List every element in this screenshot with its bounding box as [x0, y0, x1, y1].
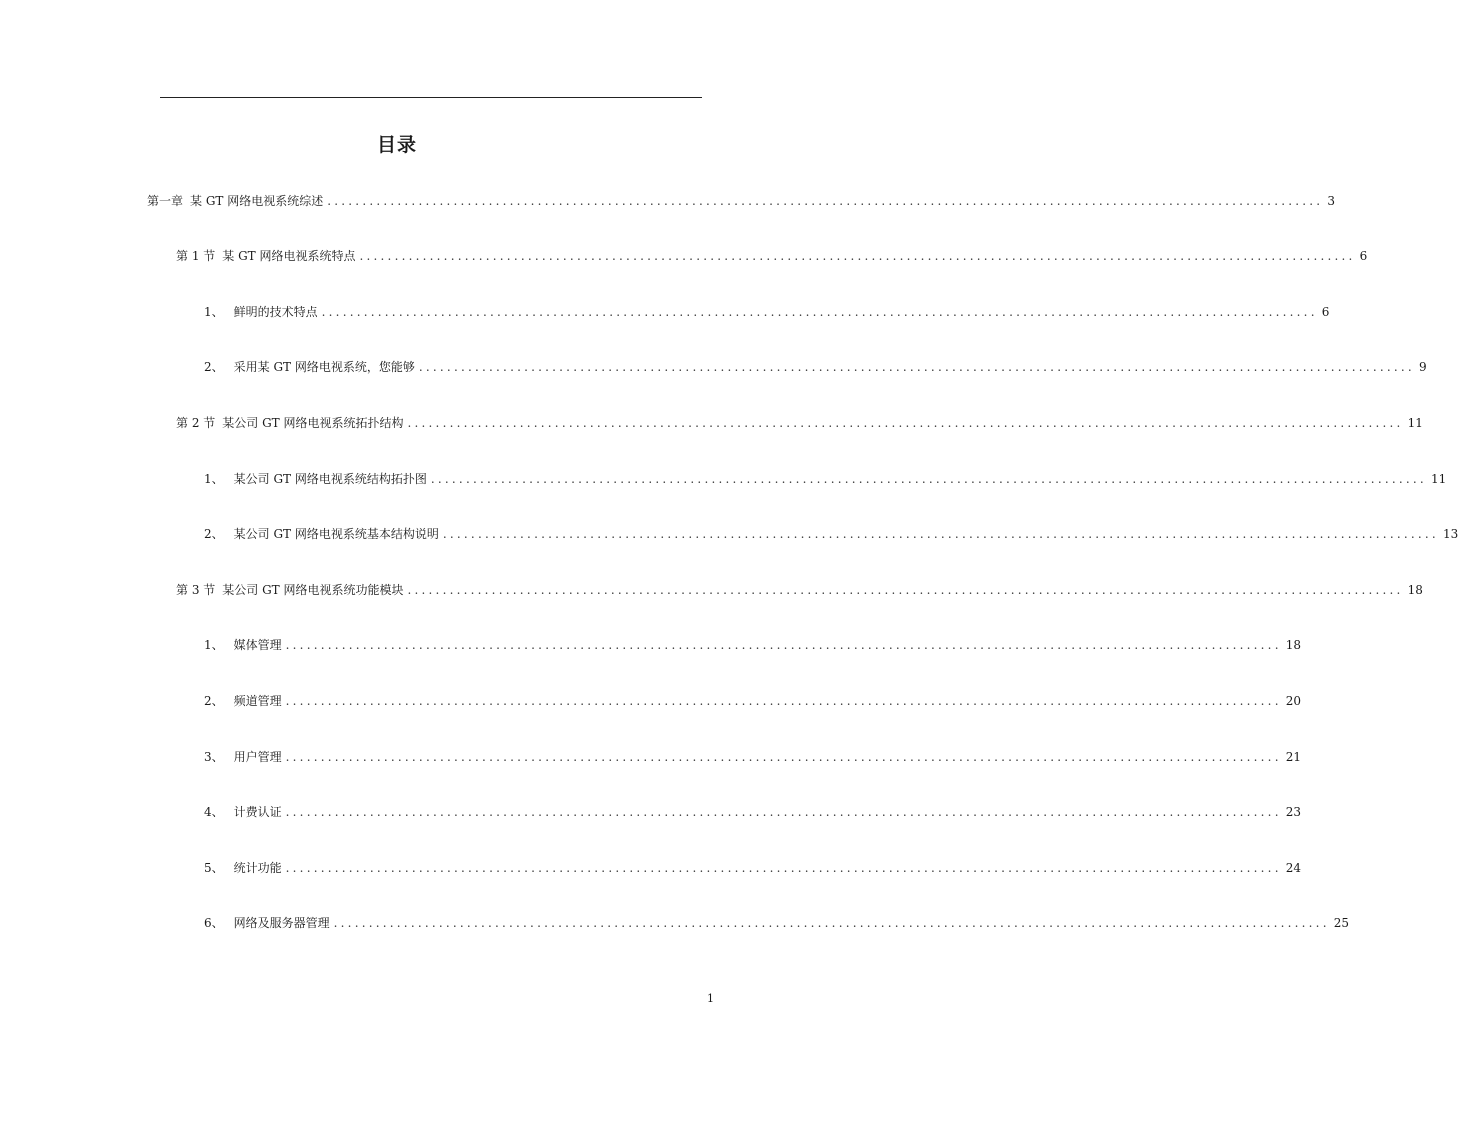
toc-entry-item-3-1[interactable] — [204, 637, 1301, 653]
toc-entry-label: 某公司 GT 网络电视系统功能模块 — [222, 583, 404, 597]
toc-entry-page: 24 — [1285, 861, 1301, 875]
toc-entry-number: 1、 — [204, 638, 224, 652]
toc-entry-page: 6 — [1321, 305, 1330, 319]
toc-entry-item-3-4[interactable] — [204, 804, 1301, 820]
toc-entry-label: 某公司 GT 网络电视系统基本结构说明 — [233, 527, 439, 541]
toc-entry-section-3[interactable] — [176, 582, 1423, 598]
toc-entry-item-1-2[interactable] — [204, 359, 1427, 375]
toc-dot-leader: .............................................................................................................................................. — [285, 805, 1282, 819]
toc-entry-page: 18 — [1407, 583, 1423, 597]
toc-dot-leader: .............................................................................................................................................. — [442, 527, 1439, 541]
toc-entry-number: 1、 — [204, 472, 224, 486]
toc-entry-number: 2、 — [204, 527, 224, 541]
page-number: 1 — [707, 992, 714, 1005]
toc-dot-leader: .............................................................................................................................................. — [407, 583, 1404, 597]
toc-entry-number: 1、 — [204, 305, 224, 319]
toc-entry-page: 6 — [1359, 249, 1368, 263]
toc-entry-item-2-1[interactable] — [204, 471, 1447, 487]
toc-entry-label: 统计功能 — [233, 861, 282, 875]
toc-entry-label: 某 GT 网络电视系统特点 — [222, 249, 356, 263]
toc-entry-label: 某公司 GT 网络电视系统结构拓扑图 — [233, 472, 427, 486]
toc-dot-leader: .............................................................................................................................................. — [333, 916, 1330, 930]
toc-dot-leader: .............................................................................................................................................. — [418, 360, 1415, 374]
toc-entry-item-2-2[interactable] — [204, 526, 1458, 542]
toc-dot-leader: .............................................................................................................................................. — [321, 305, 1318, 319]
toc-dot-leader: .............................................................................................................................................. — [407, 416, 1404, 430]
toc-entry-item-1-1[interactable] — [204, 304, 1330, 320]
toc-entry-label: 采用某 GT 网络电视系统，您能够 — [233, 360, 415, 374]
toc-dot-leader: .............................................................................................................................................. — [285, 750, 1282, 764]
toc-entry-page: 13 — [1442, 527, 1458, 541]
toc-entry-page: 21 — [1285, 750, 1301, 764]
toc-entry-number: 第 3 节 — [176, 583, 216, 597]
toc-entry-number: 2、 — [204, 694, 224, 708]
toc-entry-number: 第 2 节 — [176, 416, 216, 430]
toc-entry-page: 11 — [1407, 416, 1423, 430]
toc-entry-chapter-1[interactable] — [147, 193, 1335, 209]
toc-entry-number: 6、 — [204, 916, 224, 930]
toc-entry-section-1[interactable] — [176, 248, 1368, 264]
toc-entry-item-3-5[interactable] — [204, 860, 1301, 876]
toc-entry-label: 某公司 GT 网络电视系统拓扑结构 — [222, 416, 404, 430]
toc-entry-page: 3 — [1327, 194, 1335, 208]
toc-entry-item-3-6[interactable] — [204, 915, 1349, 931]
toc-entry-page: 18 — [1285, 638, 1301, 652]
toc-dot-leader: .............................................................................................................................................. — [430, 472, 1427, 486]
toc-entry-page: 25 — [1333, 916, 1349, 930]
toc-dot-leader: .............................................................................................................................................. — [359, 249, 1356, 263]
header-rule — [160, 97, 702, 98]
toc-title: 目录 — [376, 134, 417, 156]
toc-dot-leader: .............................................................................................................................................. — [285, 638, 1282, 652]
toc-entry-item-3-2[interactable] — [204, 693, 1301, 709]
toc-entry-section-2[interactable] — [176, 415, 1423, 431]
toc-entry-label: 网络及服务器管理 — [233, 916, 330, 930]
toc-entry-label: 频道管理 — [233, 694, 282, 708]
toc-dot-leader: .............................................................................................................................................. — [285, 694, 1282, 708]
toc-entry-page: 20 — [1285, 694, 1301, 708]
toc-entry-label: 鲜明的技术特点 — [233, 305, 318, 319]
toc-entry-number: 第一章 — [147, 194, 184, 208]
toc-entry-number: 2、 — [204, 360, 224, 374]
toc-dot-leader: .............................................................................................................................................. — [327, 194, 1324, 208]
toc-entry-label: 某 GT 网络电视系统综述 — [190, 194, 324, 208]
toc-entry-page: 23 — [1285, 805, 1301, 819]
toc-entry-number: 第 1 节 — [176, 249, 216, 263]
toc-entry-number: 3、 — [204, 750, 224, 764]
toc-entry-page: 9 — [1418, 360, 1427, 374]
toc-dot-leader: .............................................................................................................................................. — [285, 861, 1282, 875]
toc-entry-page: 11 — [1430, 472, 1447, 486]
toc-entry-item-3-3[interactable] — [204, 749, 1301, 765]
toc-entry-label: 计费认证 — [233, 805, 282, 819]
toc-entry-label: 媒体管理 — [233, 638, 282, 652]
toc-entry-number: 5、 — [204, 861, 224, 875]
toc-entry-number: 4、 — [204, 805, 224, 819]
toc-entry-label: 用户管理 — [233, 750, 282, 764]
